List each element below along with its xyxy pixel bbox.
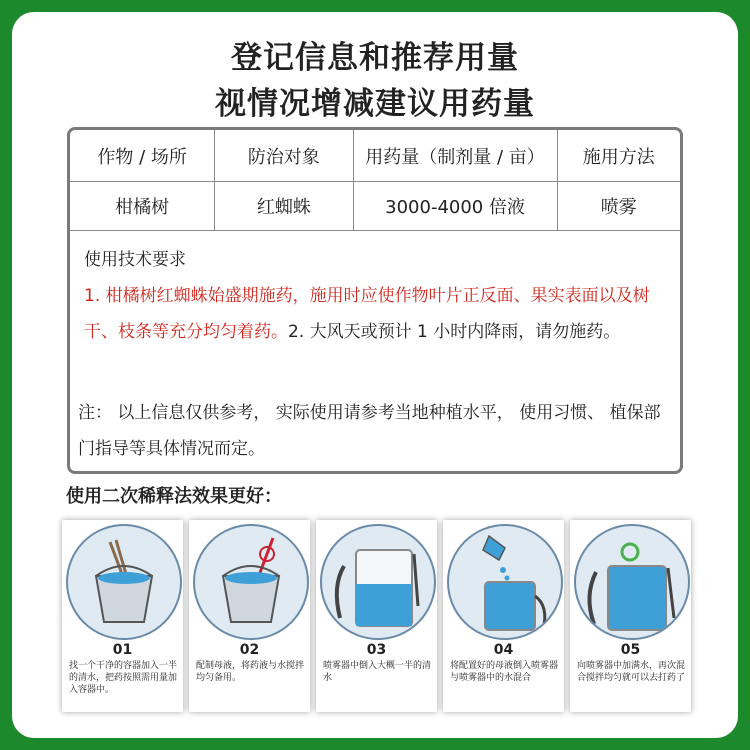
dilution-step: [570, 520, 691, 712]
table-row: [70, 182, 680, 231]
step-number: 05: [620, 642, 641, 658]
page-title: 登记信息和推荐用量: [231, 40, 519, 76]
table-header-cell: 作物 / 场所: [70, 130, 215, 182]
table-header-cell: 用药量（制剂量 / 亩）: [353, 130, 557, 182]
step-description: 向喷雾器中加满水，再次混合搅拌均匀就可以去打药了: [577, 661, 686, 683]
step-number: 01: [112, 642, 133, 658]
table-header-cell: 施用方法: [557, 130, 680, 182]
table-cell: 3000-4000 倍液: [353, 182, 557, 231]
step-description: 找一个干净的容器加入一半的清水，把药按照需用量加入容器中。: [69, 661, 178, 695]
technical-requirements-title: 使用技术要求: [84, 250, 186, 270]
step-illustration: [320, 524, 436, 640]
step-illustration: [447, 524, 563, 640]
step-number: 04: [493, 642, 514, 658]
registration-table: [70, 130, 680, 231]
page-subtitle: 视情况增减建议用药量: [215, 86, 535, 122]
rain-warning-text: 2. 大风天或预计 1 小时内降雨，请勿施药。: [288, 322, 621, 342]
step-number: 03: [366, 642, 387, 658]
sprayer-full-icon: [576, 526, 688, 638]
table-cell: 柑橘树: [70, 182, 215, 231]
pour-mother-liquid-icon: [449, 526, 561, 638]
info-panel: [67, 127, 683, 474]
step-number: 02: [239, 642, 260, 658]
dilution-step: [316, 520, 437, 712]
disclaimer-note: 注： 以上信息仅供参考， 实际使用请参考当地种植水平， 使用习惯、 植保部门指导等具体情况而定。: [78, 403, 661, 459]
step-description: 喷雾器中倒入大概一半的清水: [323, 661, 432, 683]
technical-requirements: [84, 242, 674, 350]
bucket-icon: [68, 526, 180, 638]
table-cell: 红蜘蛛: [215, 182, 353, 231]
table-header-row: [70, 130, 680, 182]
dilution-step: [62, 520, 183, 712]
table-cell: 喷雾: [557, 182, 680, 231]
step-description: 配制母液，将药液与水搅拌均匀备用。: [196, 661, 305, 683]
dilution-title: 使用二次稀释法效果更好：: [66, 486, 282, 507]
step-illustration: [66, 524, 182, 640]
table-header-cell: 防治对象: [215, 130, 353, 182]
sprayer-half-icon: [322, 526, 434, 638]
stirring-bucket-icon: [195, 526, 307, 638]
step-illustration: [574, 524, 690, 640]
step-illustration: [193, 524, 309, 640]
step-description: 将配置好的母液倒入喷雾器与喷雾器中的水混合: [450, 661, 559, 683]
technical-requirements-text: [84, 278, 674, 350]
dilution-step: [189, 520, 310, 712]
dilution-step: [443, 520, 564, 712]
warning-text: 1. 柑橘树红蜘蛛始盛期施药，施用时应使作物叶片正反面、果实表面以及树干、枝条等充分均匀着药。: [84, 286, 650, 342]
